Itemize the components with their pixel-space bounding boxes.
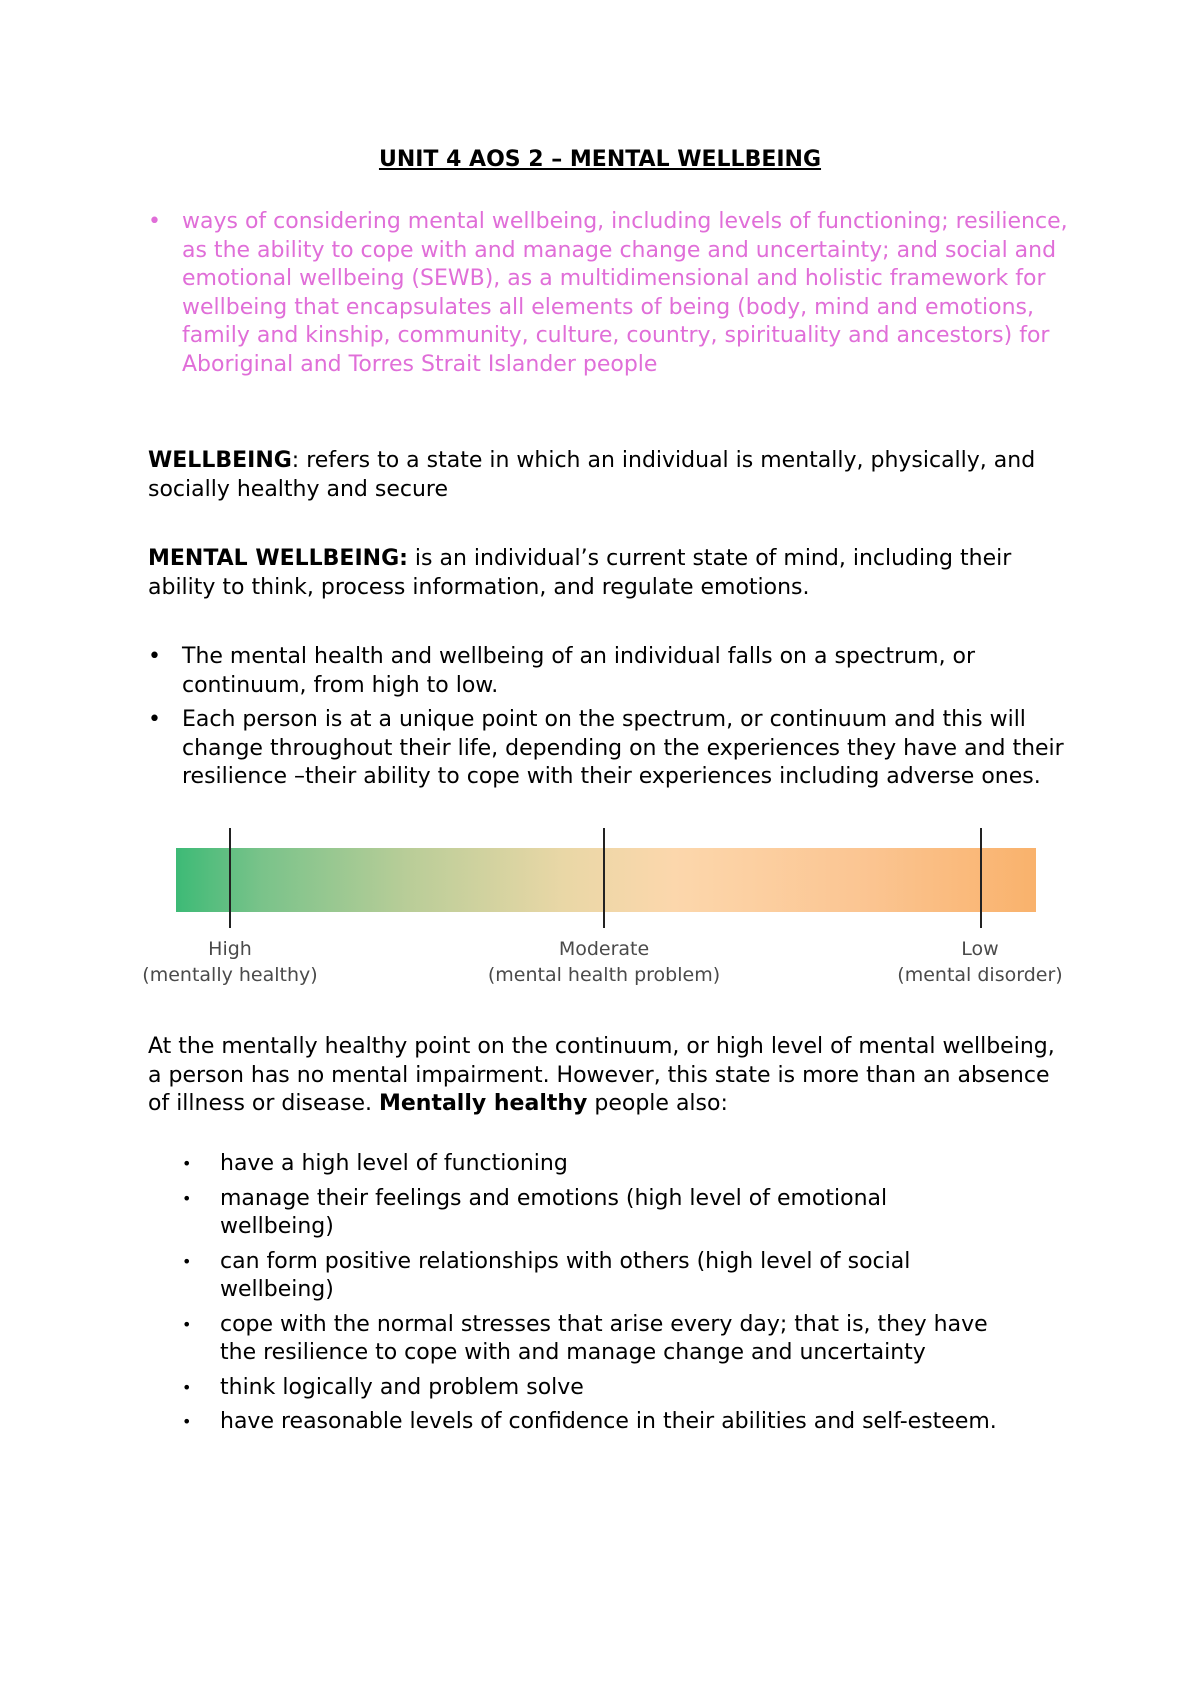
list-item — [182, 1374, 1002, 1403]
paragraph-bold-term: Mentally healthy — [378, 1091, 588, 1116]
study-design-text: ways of considering mental wellbeing, including levels of functioning; resilience, as the ability to cope with and manage change and uncertainty; and social and emotional wellbeing (SEWB), as a multidimensional and holistic framework for wellbeing that encapsulates all elements of being (body, mind and emotions, family and kinship, community, culture, country, spirituality and ancestors) for Aboriginal and Torres Strait Islander people — [182, 209, 1068, 377]
list-item — [182, 1248, 1002, 1305]
continuum-label: Moderate — [558, 938, 650, 960]
bullet-icon: • — [182, 1188, 192, 1208]
continuum-sublabel: (mental health problem) — [487, 964, 721, 986]
page-title: UNIT 4 AOS 2 – MENTAL WELLBEING — [378, 147, 822, 172]
mentally-healthy-paragraph — [148, 1033, 1068, 1119]
continuum-label: High — [208, 938, 252, 960]
list-item — [182, 1311, 1002, 1368]
marker-moderate — [603, 828, 605, 928]
study-design-list — [148, 208, 1068, 379]
list-item — [148, 706, 1068, 792]
bullet-icon: • — [148, 707, 161, 732]
list-item-text: have reasonable levels of confidence in their abilities and self-esteem. — [220, 1409, 997, 1434]
bullet-icon: • — [182, 1377, 192, 1397]
bullet-icon: • — [148, 209, 161, 234]
paragraph-text: At the mentally healthy point on the continuum, or high level of mental wellbeing, a person has no mental impairment. However, this state is more than an absence of illness or disease. — [148, 1034, 1055, 1116]
wellbeing-term: WELLBEING — [148, 448, 292, 473]
bullet-icon: • — [148, 644, 161, 669]
list-item — [182, 1408, 1002, 1437]
continuum-sublabel: (mentally healthy) — [142, 964, 318, 986]
marker-low — [980, 828, 982, 928]
list-item — [182, 1150, 1002, 1179]
list-item-text: The mental health and wellbeing of an individual falls on a spectrum, or continuum, from high to low. — [182, 644, 976, 698]
list-item-text: Each person is at a unique point on the spectrum, or continuum and this will change throughout their life, depending on the experiences they have and their resilience –their ability to cope with their experiences including adverse ones. — [182, 707, 1064, 789]
list-item-text: have a high level of functioning — [220, 1151, 568, 1176]
mental-health-continuum — [140, 828, 1090, 998]
mental-wellbeing-definition-text: is an individual’s current state of mind, including their ability to think, process information, and regulate emotions. — [148, 546, 1012, 600]
list-item-text: cope with the normal stresses that arise every day; that is, they have the resilience to cope with and manage change and uncertainty — [220, 1311, 988, 1365]
list-item-text: think logically and problem solve — [220, 1374, 584, 1400]
continuum-label-low — [880, 936, 1080, 988]
list-item — [148, 643, 1068, 700]
mental-wellbeing-term: MENTAL WELLBEING: — [148, 546, 408, 571]
continuum-label: Low — [961, 938, 999, 960]
bullet-icon: • — [182, 1412, 192, 1431]
paragraph-tail: people also: — [587, 1091, 728, 1116]
bullet-icon: • — [182, 1314, 192, 1334]
study-design-point — [148, 208, 1068, 379]
list-item-text: manage their feelings and emotions (high level of emotional wellbeing) — [220, 1185, 888, 1239]
list-item — [182, 1185, 1002, 1242]
continuum-label-moderate — [474, 936, 734, 988]
continuum-label-high — [130, 936, 330, 988]
list-item-text: can form positive relationships with others (high level of social wellbeing) — [220, 1248, 911, 1302]
continuum-sublabel: (mental disorder) — [897, 964, 1063, 986]
marker-high — [229, 828, 231, 928]
wellbeing-definition-text: : refers to a state in which an individual is mentally, physically, and socially healthy and secure — [148, 448, 1036, 502]
continuum-points-list — [148, 643, 1068, 798]
mental-wellbeing-definition — [148, 545, 1068, 602]
bullet-icon: • — [182, 1154, 192, 1173]
continuum-gradient-bar — [176, 848, 1036, 912]
healthy-traits-list — [182, 1150, 1002, 1443]
bullet-icon: • — [182, 1251, 192, 1271]
wellbeing-definition — [148, 447, 1068, 504]
